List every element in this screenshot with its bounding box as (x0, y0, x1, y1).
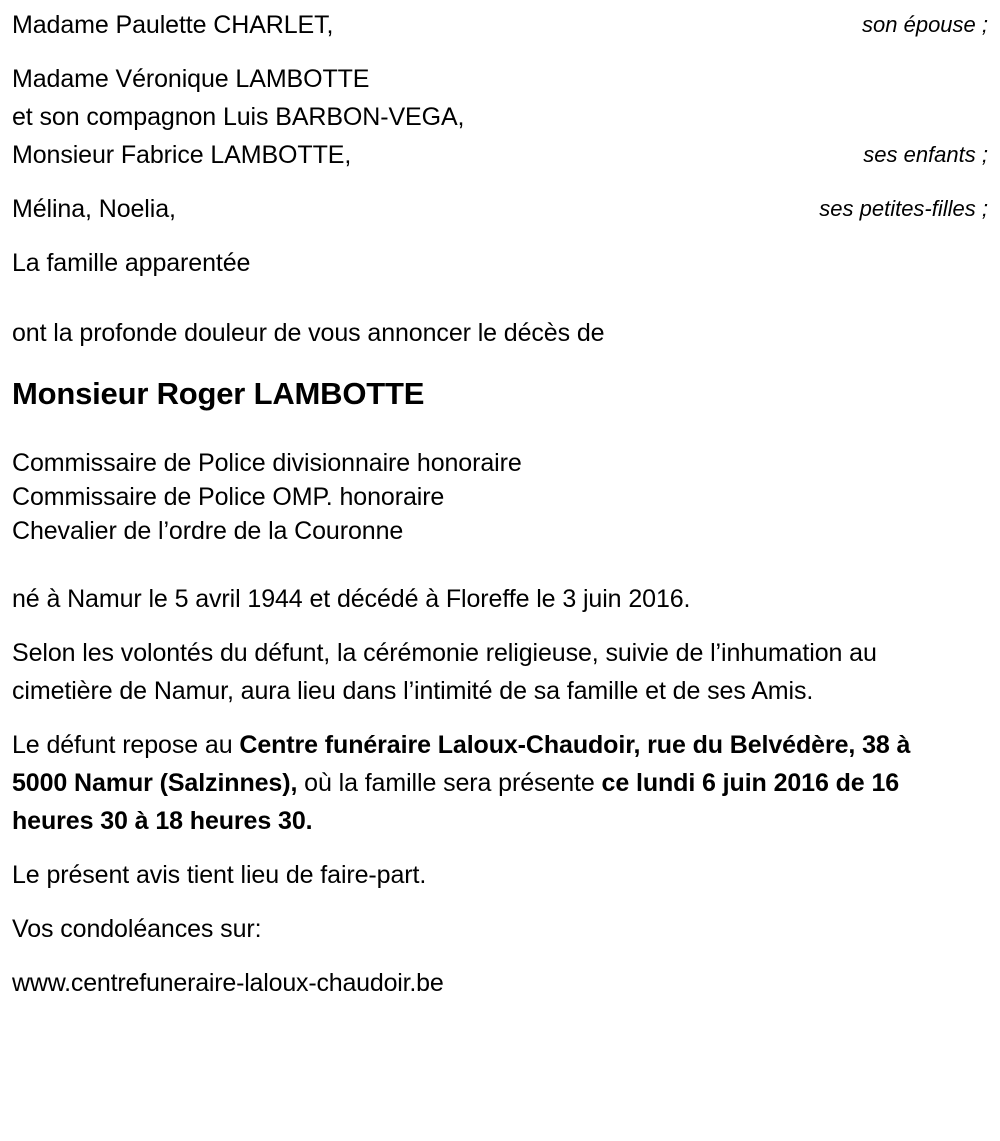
family-block (12, 0, 990, 282)
condolences-label: Vos condoléances sur: (12, 915, 262, 943)
honours-block (12, 446, 990, 548)
family-name: La famille apparentée (12, 249, 251, 277)
honour-line: Chevalier de l’ordre de la Couronne (12, 517, 404, 545)
faire-part-note: Le présent avis tient lieu de faire-part. (12, 861, 427, 889)
family-names-extended (12, 244, 250, 282)
honour-line: Commissaire de Police divisionnaire honoraire (12, 449, 522, 477)
spacer (12, 414, 990, 446)
spacer (12, 282, 990, 314)
family-names-children (12, 60, 464, 174)
repose-paragraph (12, 726, 912, 840)
family-name: Mélina, Noelia, (12, 195, 176, 223)
spacer (12, 710, 990, 726)
spacer (12, 44, 990, 60)
family-names-granddaughters (12, 190, 176, 228)
spacer (12, 618, 990, 634)
family-row-granddaughters (12, 190, 990, 228)
birth-death-line: né à Namur le 5 avril 1944 et décédé à Floreffe le 3 juin 2016. (12, 585, 691, 613)
spacer (12, 174, 990, 190)
repose-funeral-home-address: Centre funéraire Laloux-Chaudoir, rue du Belvédère, 38 à 5000 Namur (Salzinnes), (12, 731, 911, 797)
repose-visitation-time: ce lundi 6 juin 2016 de 16 heures 30 à 18 heures 30. (12, 769, 900, 835)
spacer (12, 894, 990, 910)
spacer (12, 228, 990, 244)
announcement-lead: ont la profonde douleur de vous annoncer le décès de (12, 319, 605, 347)
relation-label-children: ses enfants ; (863, 142, 988, 167)
family-name: Monsieur Fabrice LAMBOTTE, (12, 141, 352, 169)
spacer (12, 548, 990, 580)
condolences-website-url[interactable]: www.centrefuneraire-laloux-chaudoir.be (12, 969, 444, 997)
ceremony-paragraph: Selon les volontés du défunt, la cérémonie religieuse, suivie de l’inhumation au cimetière de Namur, aura lieu dans l’intimité de sa famille et de ses Amis. (12, 639, 877, 705)
relation-label-spouse: son épouse ; (862, 12, 988, 37)
spacer (12, 352, 990, 374)
family-name: Madame Paulette CHARLET, (12, 11, 334, 39)
deceased-name: Monsieur Roger LAMBOTTE (12, 376, 425, 411)
spacer (12, 948, 990, 964)
relation-label-granddaughters: ses petites-filles ; (819, 196, 988, 221)
family-names-spouse (12, 6, 333, 44)
family-row-children (12, 60, 990, 174)
family-row-spouse (12, 6, 990, 44)
family-row-extended (12, 244, 990, 282)
family-name: Madame Véronique LAMBOTTE (12, 65, 370, 93)
repose-text-part1: Le défunt repose au (12, 731, 240, 759)
repose-text-part2: où la famille sera présente (297, 769, 602, 797)
honour-line: Commissaire de Police OMP. honoraire (12, 483, 445, 511)
spacer (12, 840, 990, 856)
family-name: et son compagnon Luis BARBON-VEGA, (12, 103, 465, 131)
